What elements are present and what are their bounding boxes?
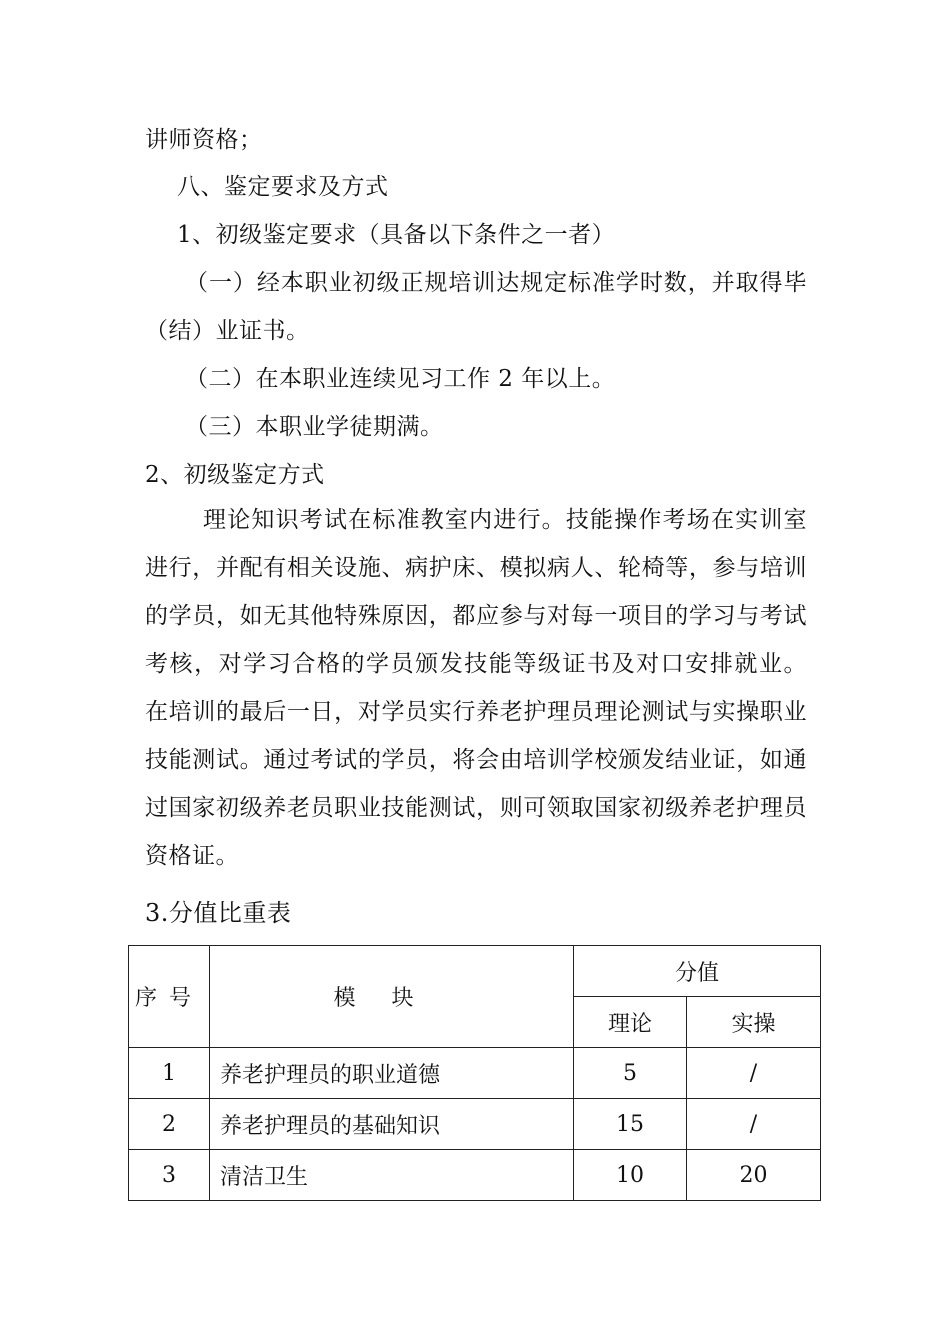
cell-module: 养老护理员的基础知识 (210, 1099, 574, 1150)
text-line: 技能测试。通过考试的学员，将会由培训学校颁发结业证，如通 (145, 747, 807, 773)
cell-practice: 20 (687, 1150, 821, 1201)
header-no: 序号 (129, 946, 210, 1048)
cell-no: 1 (129, 1048, 210, 1099)
cell-module: 清洁卫生 (210, 1150, 574, 1201)
cell-practice: / (687, 1099, 821, 1150)
header-practice: 实操 (687, 997, 821, 1048)
text-line: 资格证。 (145, 843, 239, 869)
text-line: 理论知识考试在标准教室内进行。技能操作考场在实训室 (203, 507, 807, 533)
text-line: 进行，并配有相关设施、病护床、模拟病人、轮椅等，参与培训 (145, 555, 807, 581)
text-line: 在培训的最后一日，对学员实行养老护理员理论测试与实操职业 (145, 699, 807, 725)
subsection-heading: 1、初级鉴定要求（具备以下条件之一者） (177, 222, 616, 248)
table-row (129, 1048, 821, 1099)
cell-no: 3 (129, 1150, 210, 1201)
text-line: 过国家初级养老员职业技能测试，则可领取国家初级养老护理员 (145, 795, 807, 821)
cell-theory: 15 (574, 1099, 687, 1150)
text-line: 考核，对学习合格的学员颁发技能等级证书及对口安排就业。 (145, 651, 807, 677)
table-row (129, 1099, 821, 1150)
subsection-heading: 2、初级鉴定方式 (145, 462, 325, 488)
cell-practice: / (687, 1048, 821, 1099)
text-line: 的学员，如无其他特殊原因，都应参与对每一项目的学习与考试 (145, 603, 807, 629)
text-line: （一）经本职业初级正规培训达规定标准学时数，并取得毕 (185, 270, 807, 296)
text-line: （三）本职业学徒期满。 (185, 414, 444, 440)
cell-no: 2 (129, 1099, 210, 1150)
text-line: （结）业证书。 (145, 318, 310, 344)
text-line: （二）在本职业连续见习工作 2 年以上。 (185, 366, 616, 392)
score-weight-table (128, 945, 821, 1201)
header-theory: 理论 (574, 997, 687, 1048)
cell-theory: 10 (574, 1150, 687, 1201)
header-score: 分值 (574, 946, 821, 997)
table-caption: 3.分值比重表 (145, 899, 292, 927)
section-heading: 八、鉴定要求及方式 (177, 174, 389, 200)
table-header-row (129, 946, 821, 997)
header-module: 模块 (210, 946, 574, 1048)
cell-module: 养老护理员的职业道德 (210, 1048, 574, 1099)
cell-theory: 5 (574, 1048, 687, 1099)
table-row (129, 1150, 821, 1201)
text-line: 讲师资格； (145, 127, 263, 153)
